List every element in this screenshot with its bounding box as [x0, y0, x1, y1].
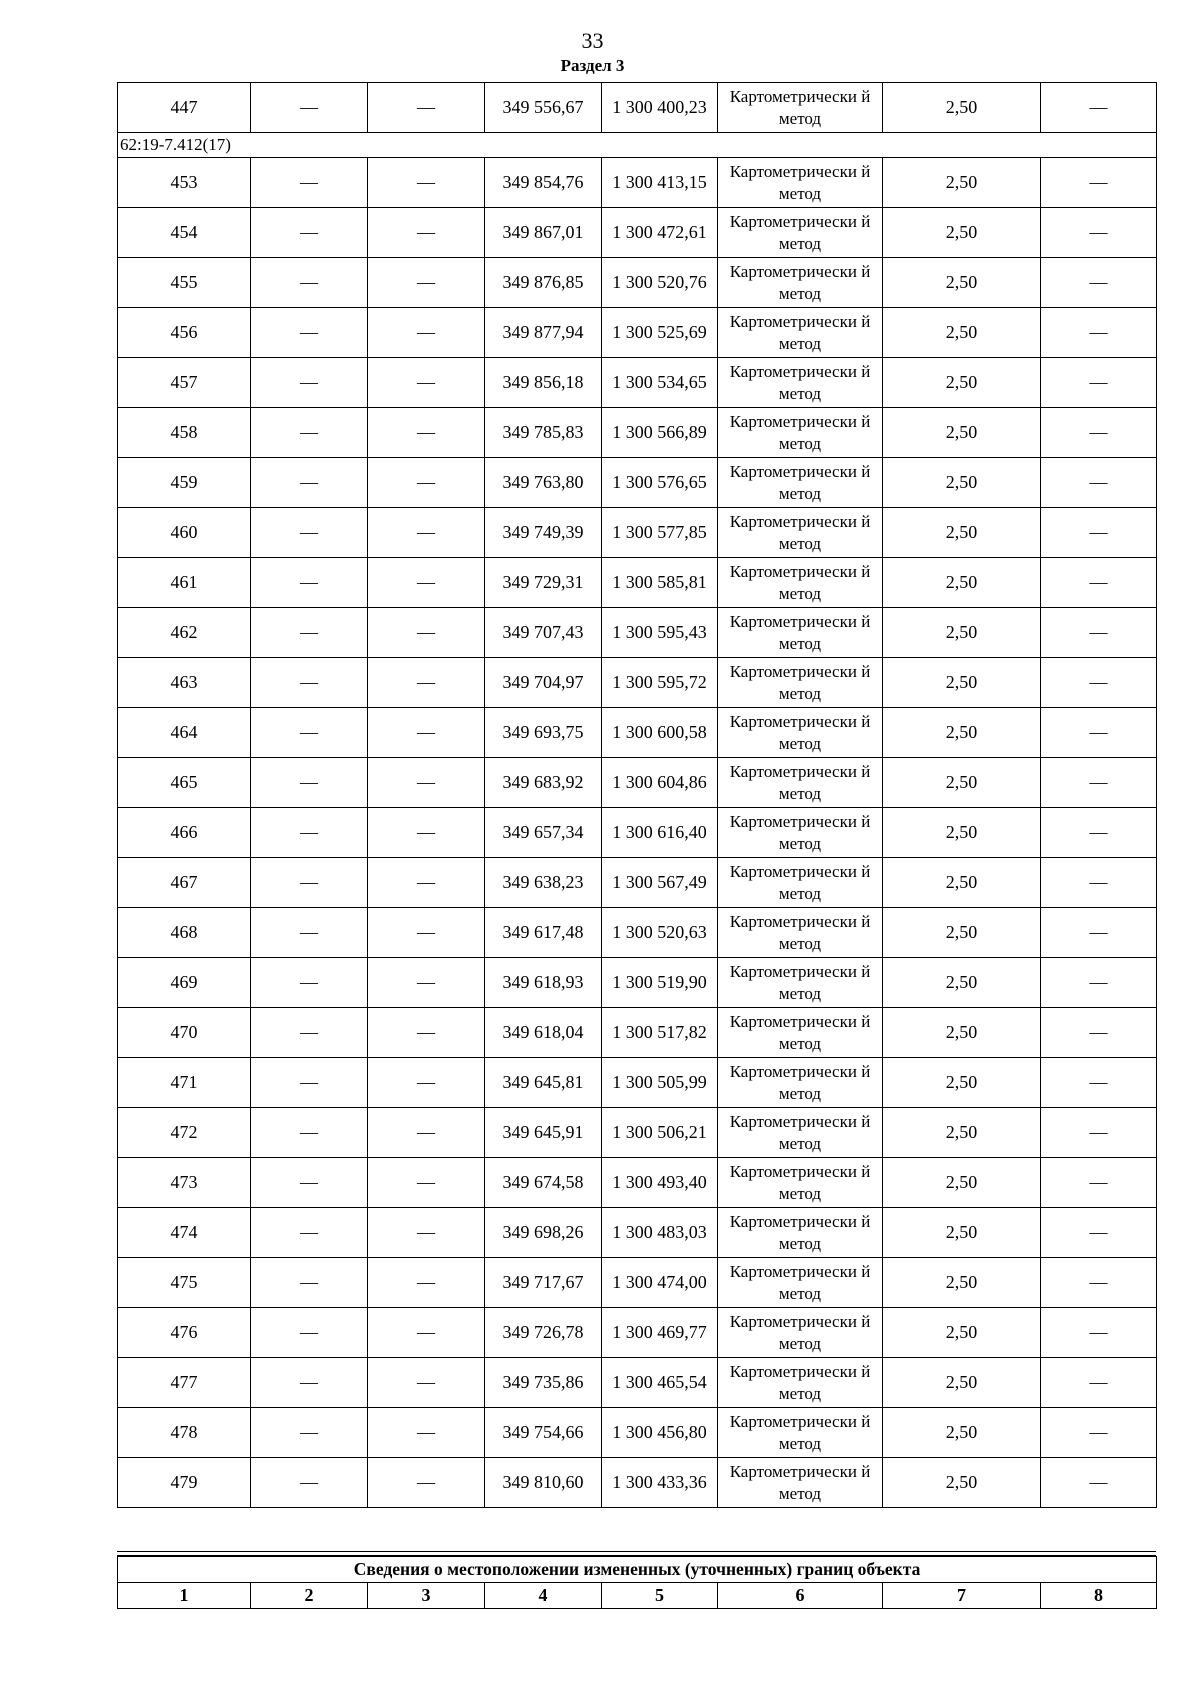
point-number: 464: [118, 708, 251, 758]
table-row: [118, 308, 1157, 358]
coordinate-y: 1 300 595,72: [602, 658, 718, 708]
method-cell: Картометрически й метод: [718, 1258, 883, 1308]
coordinate-x: 349 657,34: [485, 808, 602, 858]
table-row: [118, 758, 1157, 808]
accuracy-cell: 2,50: [883, 608, 1041, 658]
method-cell: Картометрически й метод: [718, 308, 883, 358]
point-number: 470: [118, 1008, 251, 1058]
coordinate-x: 349 707,43: [485, 608, 602, 658]
coordinate-x: 349 726,78: [485, 1308, 602, 1358]
cell-dash: —: [1041, 1308, 1157, 1358]
cell-dash: —: [1041, 158, 1157, 208]
method-cell: Картометрически й метод: [718, 458, 883, 508]
point-number: 469: [118, 958, 251, 1008]
cell-dash: —: [1041, 358, 1157, 408]
table-row: [118, 708, 1157, 758]
cell-dash: —: [251, 158, 368, 208]
cell-dash: —: [251, 358, 368, 408]
coordinate-x: 349 645,81: [485, 1058, 602, 1108]
column-number: 1: [118, 1583, 251, 1609]
point-number: 471: [118, 1058, 251, 1108]
method-cell: Картометрически й метод: [718, 158, 883, 208]
coordinate-x: 349 749,39: [485, 508, 602, 558]
column-number: 5: [602, 1583, 718, 1609]
cell-dash: —: [251, 408, 368, 458]
point-number: 455: [118, 258, 251, 308]
point-number: 456: [118, 308, 251, 358]
accuracy-cell: 2,50: [883, 758, 1041, 808]
method-cell: Картометрически й метод: [718, 808, 883, 858]
accuracy-cell: 2,50: [883, 658, 1041, 708]
method-cell: Картометрически й метод: [718, 708, 883, 758]
cell-dash: —: [251, 1158, 368, 1208]
cell-dash: —: [1041, 1408, 1157, 1458]
cell-dash: —: [368, 808, 485, 858]
cell-dash: —: [368, 208, 485, 258]
coordinate-y: 1 300 525,69: [602, 308, 718, 358]
table-row: [118, 658, 1157, 708]
cell-dash: —: [368, 358, 485, 408]
cell-dash: —: [1041, 658, 1157, 708]
cell-dash: —: [251, 1358, 368, 1408]
cell-dash: —: [1041, 258, 1157, 308]
column-number-row: [118, 1583, 1157, 1609]
cell-dash: —: [251, 1458, 368, 1508]
table-row: [118, 508, 1157, 558]
table-row: [118, 1408, 1157, 1458]
accuracy-cell: 2,50: [883, 1158, 1041, 1208]
point-number: 475: [118, 1258, 251, 1308]
cell-dash: —: [251, 1058, 368, 1108]
point-number: 454: [118, 208, 251, 258]
cell-dash: —: [368, 758, 485, 808]
coordinate-x: 349 876,85: [485, 258, 602, 308]
section-title: Раздел 3: [560, 56, 625, 75]
cell-dash: —: [1041, 708, 1157, 758]
coordinate-x: 349 854,76: [485, 158, 602, 208]
coordinate-y: 1 300 413,15: [602, 158, 718, 208]
cell-dash: —: [368, 1458, 485, 1508]
section-caption: Сведения о местоположении измененных (уточненных) границ объекта: [118, 1557, 1157, 1583]
point-number: 460: [118, 508, 251, 558]
point-number: 453: [118, 158, 251, 208]
coordinate-y: 1 300 520,63: [602, 908, 718, 958]
cell-dash: —: [368, 1108, 485, 1158]
point-number: 476: [118, 1308, 251, 1358]
accuracy-cell: 2,50: [883, 708, 1041, 758]
cell-dash: —: [251, 1308, 368, 1358]
coordinate-x: 349 618,04: [485, 1008, 602, 1058]
accuracy-cell: 2,50: [883, 1458, 1041, 1508]
method-cell: Картометрически й метод: [718, 258, 883, 308]
cell-dash: —: [368, 608, 485, 658]
method-cell: Картометрически й метод: [718, 1358, 883, 1408]
coordinate-y: 1 300 585,81: [602, 558, 718, 608]
accuracy-cell: 2,50: [883, 1258, 1041, 1308]
table-row: [118, 1158, 1157, 1208]
cell-dash: —: [251, 608, 368, 658]
cell-dash: —: [1041, 308, 1157, 358]
method-cell: Картометрически й метод: [718, 1458, 883, 1508]
coordinate-y: 1 300 493,40: [602, 1158, 718, 1208]
coordinate-y: 1 300 616,40: [602, 808, 718, 858]
coordinate-y: 1 300 604,86: [602, 758, 718, 808]
coordinate-y: 1 300 433,36: [602, 1458, 718, 1508]
table-row: [118, 1458, 1157, 1508]
cell-dash: —: [368, 1158, 485, 1208]
table-row: [118, 358, 1157, 408]
table-row: [118, 1258, 1157, 1308]
coordinate-y: 1 300 566,89: [602, 408, 718, 458]
table-row: [118, 1008, 1157, 1058]
cell-dash: —: [368, 308, 485, 358]
cell-dash: —: [251, 258, 368, 308]
accuracy-cell: 2,50: [883, 1308, 1041, 1358]
column-number: 6: [718, 1583, 883, 1609]
method-cell: Картометрически й метод: [718, 358, 883, 408]
point-number: 462: [118, 608, 251, 658]
cell-dash: —: [1041, 1358, 1157, 1408]
cell-dash: —: [368, 708, 485, 758]
table-row: [118, 558, 1157, 608]
cell-dash: —: [251, 958, 368, 1008]
coordinate-x: 349 810,60: [485, 1458, 602, 1508]
coordinate-x: 349 683,92: [485, 758, 602, 808]
cell-dash: —: [368, 1358, 485, 1408]
coordinate-y: 1 300 577,85: [602, 508, 718, 558]
point-number: 457: [118, 358, 251, 408]
table-row: [118, 1108, 1157, 1158]
point-number: 458: [118, 408, 251, 458]
point-number: 447: [118, 83, 251, 133]
coordinate-y: 1 300 520,76: [602, 258, 718, 308]
table-row: [118, 258, 1157, 308]
method-cell: Картометрически й метод: [718, 608, 883, 658]
coordinate-y: 1 300 465,54: [602, 1358, 718, 1408]
coordinate-x: 349 717,67: [485, 1258, 602, 1308]
accuracy-cell: 2,50: [883, 558, 1041, 608]
cell-dash: —: [1041, 858, 1157, 908]
table-row: [118, 458, 1157, 508]
coordinate-y: 1 300 400,23: [602, 83, 718, 133]
accuracy-cell: 2,50: [883, 958, 1041, 1008]
coordinate-x: 349 856,18: [485, 358, 602, 408]
coordinate-x: 349 617,48: [485, 908, 602, 958]
column-number: 2: [251, 1583, 368, 1609]
cell-dash: —: [251, 558, 368, 608]
accuracy-cell: 2,50: [883, 1008, 1041, 1058]
point-number: 477: [118, 1358, 251, 1408]
cell-dash: —: [1041, 958, 1157, 1008]
point-number: 474: [118, 1208, 251, 1258]
column-number: 3: [368, 1583, 485, 1609]
cell-dash: —: [1041, 1108, 1157, 1158]
coordinate-x: 349 785,83: [485, 408, 602, 458]
method-cell: Картометрически й метод: [718, 658, 883, 708]
cell-dash: —: [251, 758, 368, 808]
coordinate-x: 349 763,80: [485, 458, 602, 508]
method-cell: Картометрически й метод: [718, 908, 883, 958]
table-row: [118, 208, 1157, 258]
method-cell: Картометрически й метод: [718, 1158, 883, 1208]
cell-dash: —: [368, 258, 485, 308]
cell-dash: —: [251, 1408, 368, 1458]
page-number: 33: [581, 28, 604, 53]
cell-dash: —: [368, 958, 485, 1008]
cell-dash: —: [1041, 1008, 1157, 1058]
coordinate-x: 349 693,75: [485, 708, 602, 758]
cell-dash: —: [1041, 83, 1157, 133]
table-row: [118, 408, 1157, 458]
table-row: [118, 1308, 1157, 1358]
accuracy-cell: 2,50: [883, 1358, 1041, 1408]
cell-dash: —: [1041, 208, 1157, 258]
table-row: [118, 608, 1157, 658]
coordinate-y: 1 300 567,49: [602, 858, 718, 908]
accuracy-cell: 2,50: [883, 458, 1041, 508]
accuracy-cell: 2,50: [883, 258, 1041, 308]
accuracy-cell: 2,50: [883, 358, 1041, 408]
coordinate-y: 1 300 517,82: [602, 1008, 718, 1058]
coordinate-x: 349 638,23: [485, 858, 602, 908]
accuracy-cell: 2,50: [883, 208, 1041, 258]
cell-dash: —: [1041, 1208, 1157, 1258]
coordinate-y: 1 300 474,00: [602, 1258, 718, 1308]
coordinate-x: 349 618,93: [485, 958, 602, 1008]
coordinate-y: 1 300 519,90: [602, 958, 718, 1008]
cell-dash: —: [1041, 1158, 1157, 1208]
coordinates-table: [117, 82, 1157, 1508]
cell-dash: —: [1041, 808, 1157, 858]
cell-dash: —: [251, 658, 368, 708]
cell-dash: —: [1041, 908, 1157, 958]
cell-dash: —: [368, 1008, 485, 1058]
accuracy-cell: 2,50: [883, 508, 1041, 558]
point-number: 459: [118, 458, 251, 508]
cell-dash: —: [368, 1058, 485, 1108]
cell-dash: —: [1041, 608, 1157, 658]
coordinate-x: 349 556,67: [485, 83, 602, 133]
column-number: 8: [1041, 1583, 1157, 1609]
coordinate-y: 1 300 534,65: [602, 358, 718, 408]
cell-dash: —: [251, 858, 368, 908]
cell-dash: —: [1041, 558, 1157, 608]
cell-dash: —: [1041, 458, 1157, 508]
group-label: 62:19-7.412(17): [118, 133, 1157, 158]
cell-dash: —: [251, 208, 368, 258]
table-row: [118, 83, 1157, 133]
point-number: 461: [118, 558, 251, 608]
table-row: [118, 858, 1157, 908]
coordinate-y: 1 300 472,61: [602, 208, 718, 258]
cell-dash: —: [251, 458, 368, 508]
coordinate-y: 1 300 483,03: [602, 1208, 718, 1258]
coordinate-x: 349 645,91: [485, 1108, 602, 1158]
cell-dash: —: [1041, 508, 1157, 558]
accuracy-cell: 2,50: [883, 808, 1041, 858]
method-cell: Картометрически й метод: [718, 758, 883, 808]
cell-dash: —: [251, 1008, 368, 1058]
point-number: 466: [118, 808, 251, 858]
bottom-block: [117, 1551, 1156, 1609]
method-cell: Картометрически й метод: [718, 408, 883, 458]
cell-dash: —: [1041, 1258, 1157, 1308]
coordinate-y: 1 300 600,58: [602, 708, 718, 758]
coordinate-y: 1 300 469,77: [602, 1308, 718, 1358]
section-caption-table: [117, 1556, 1157, 1609]
cell-dash: —: [251, 1258, 368, 1308]
point-number: 463: [118, 658, 251, 708]
cell-dash: —: [368, 158, 485, 208]
coordinate-y: 1 300 595,43: [602, 608, 718, 658]
cell-dash: —: [368, 508, 485, 558]
coordinate-y: 1 300 505,99: [602, 1058, 718, 1108]
method-cell: Картометрически й метод: [718, 83, 883, 133]
cell-dash: —: [251, 1108, 368, 1158]
method-cell: Картометрически й метод: [718, 858, 883, 908]
method-cell: Картометрически й метод: [718, 1108, 883, 1158]
method-cell: Картометрически й метод: [718, 208, 883, 258]
accuracy-cell: 2,50: [883, 83, 1041, 133]
cell-dash: —: [1041, 408, 1157, 458]
method-cell: Картометрически й метод: [718, 508, 883, 558]
point-number: 467: [118, 858, 251, 908]
coordinate-x: 349 735,86: [485, 1358, 602, 1408]
point-number: 479: [118, 1458, 251, 1508]
coordinate-y: 1 300 456,80: [602, 1408, 718, 1458]
accuracy-cell: 2,50: [883, 1058, 1041, 1108]
coordinate-y: 1 300 506,21: [602, 1108, 718, 1158]
accuracy-cell: 2,50: [883, 308, 1041, 358]
column-number: 4: [485, 1583, 602, 1609]
coordinate-x: 349 704,97: [485, 658, 602, 708]
method-cell: Картометрически й метод: [718, 1058, 883, 1108]
coordinate-y: 1 300 576,65: [602, 458, 718, 508]
table-row: [118, 908, 1157, 958]
cell-dash: —: [251, 708, 368, 758]
cell-dash: —: [368, 1308, 485, 1358]
method-cell: Картометрически й метод: [718, 1408, 883, 1458]
cell-dash: —: [1041, 1458, 1157, 1508]
cell-dash: —: [368, 458, 485, 508]
cell-dash: —: [251, 508, 368, 558]
coordinate-x: 349 754,66: [485, 1408, 602, 1458]
accuracy-cell: 2,50: [883, 1408, 1041, 1458]
cell-dash: —: [368, 558, 485, 608]
table-row: [118, 1058, 1157, 1108]
cell-dash: —: [251, 808, 368, 858]
method-cell: Картометрически й метод: [718, 1208, 883, 1258]
cell-dash: —: [1041, 758, 1157, 808]
point-number: 468: [118, 908, 251, 958]
cell-dash: —: [251, 1208, 368, 1258]
cell-dash: —: [251, 83, 368, 133]
table-row: [118, 158, 1157, 208]
point-number: 465: [118, 758, 251, 808]
point-number: 472: [118, 1108, 251, 1158]
cell-dash: —: [368, 658, 485, 708]
cell-dash: —: [368, 858, 485, 908]
cell-dash: —: [251, 308, 368, 358]
coordinate-x: 349 674,58: [485, 1158, 602, 1208]
cell-dash: —: [368, 908, 485, 958]
method-cell: Картометрически й метод: [718, 1308, 883, 1358]
cell-dash: —: [368, 1208, 485, 1258]
coordinate-x: 349 729,31: [485, 558, 602, 608]
column-number: 7: [883, 1583, 1041, 1609]
coordinate-x: 349 877,94: [485, 308, 602, 358]
method-cell: Картометрически й метод: [718, 1008, 883, 1058]
cell-dash: —: [1041, 1058, 1157, 1108]
group-row: [118, 133, 1157, 158]
table-row: [118, 808, 1157, 858]
accuracy-cell: 2,50: [883, 908, 1041, 958]
table-row: [118, 1358, 1157, 1408]
accuracy-cell: 2,50: [883, 1208, 1041, 1258]
coordinate-x: 349 698,26: [485, 1208, 602, 1258]
point-number: 473: [118, 1158, 251, 1208]
accuracy-cell: 2,50: [883, 1108, 1041, 1158]
cell-dash: —: [251, 908, 368, 958]
point-number: 478: [118, 1408, 251, 1458]
cell-dash: —: [368, 1408, 485, 1458]
method-cell: Картометрически й метод: [718, 558, 883, 608]
cell-dash: —: [368, 83, 485, 133]
coordinate-x: 349 867,01: [485, 208, 602, 258]
cell-dash: —: [368, 408, 485, 458]
accuracy-cell: 2,50: [883, 408, 1041, 458]
table-row: [118, 1208, 1157, 1258]
cell-dash: —: [368, 1258, 485, 1308]
table-row: [118, 958, 1157, 1008]
accuracy-cell: 2,50: [883, 858, 1041, 908]
accuracy-cell: 2,50: [883, 158, 1041, 208]
method-cell: Картометрически й метод: [718, 958, 883, 1008]
